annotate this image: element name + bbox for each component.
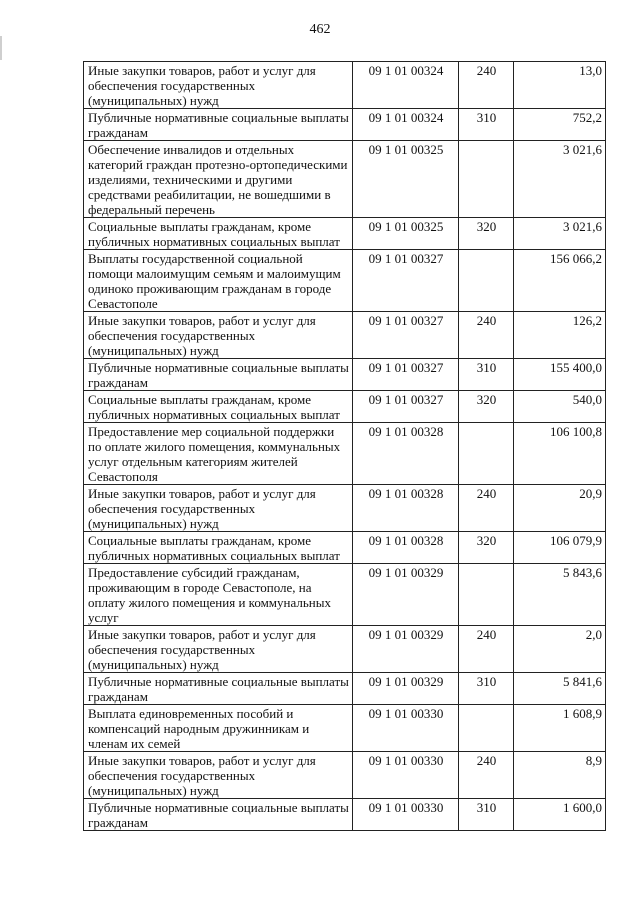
row-expense-type-cell [459,564,514,626]
row-name-cell: Социальные выплаты гражданам, кроме публичных нормативных социальных выплат [84,218,353,250]
row-expense-type-cell: 320 [459,391,514,423]
row-target-article-cell: 09 1 01 00327 [353,312,459,359]
row-target-article-cell: 09 1 01 00325 [353,218,459,250]
row-target-article-cell: 09 1 01 00330 [353,799,459,831]
row-target-article-cell: 09 1 01 00330 [353,752,459,799]
row-name-cell: Иные закупки товаров, работ и услуг для обеспечения государственных (муниципальных) нужд [84,626,353,673]
row-expense-type-cell [459,705,514,752]
row-target-article-cell: 09 1 01 00330 [353,705,459,752]
budget-table [83,61,606,831]
page-number: 462 [309,22,331,37]
row-name-cell: Публичные нормативные социальные выплаты гражданам [84,673,353,705]
row-amount-cell: 1 600,0 [514,799,606,831]
row-expense-type-cell: 310 [459,109,514,141]
row-name-cell: Выплаты государственной социальной помощи малоимущим семьям и малоимущим одиноко проживающим гражданам в городе Севастополе [84,250,353,312]
row-target-article-cell: 09 1 01 00328 [353,532,459,564]
row-amount-cell: 2,0 [514,626,606,673]
row-expense-type-cell: 310 [459,359,514,391]
row-amount-cell: 5 841,6 [514,673,606,705]
row-expense-type-cell: 310 [459,673,514,705]
row-expense-type-cell: 240 [459,626,514,673]
row-name-cell: Социальные выплаты гражданам, кроме публичных нормативных социальных выплат [84,391,353,423]
row-amount-cell: 5 843,6 [514,564,606,626]
table-row [84,391,606,423]
table-row [84,62,606,109]
row-name-cell: Обеспечение инвалидов и отдельных категорий граждан протезно-ортопедическими изделиями, техническими и другими средствами реабилитации, не вошедшими в федеральный перечень [84,141,353,218]
row-expense-type-cell: 240 [459,312,514,359]
table-row [84,250,606,312]
row-name-cell: Иные закупки товаров, работ и услуг для обеспечения государственных (муниципальных) нужд [84,62,353,109]
row-expense-type-cell: 240 [459,485,514,532]
table-row [84,109,606,141]
row-name-cell: Иные закупки товаров, работ и услуг для обеспечения государственных (муниципальных) нужд [84,752,353,799]
row-expense-type-cell: 320 [459,532,514,564]
table-row [84,485,606,532]
table-row [84,141,606,218]
row-target-article-cell: 09 1 01 00328 [353,485,459,532]
row-amount-cell: 3 021,6 [514,218,606,250]
row-target-article-cell: 09 1 01 00324 [353,109,459,141]
row-amount-cell: 126,2 [514,312,606,359]
row-amount-cell: 106 079,9 [514,532,606,564]
table-row [84,423,606,485]
row-name-cell: Предоставление мер социальной поддержки по оплате жилого помещения, коммунальных услуг отдельным категориям жителей Севастополя [84,423,353,485]
row-expense-type-cell: 320 [459,218,514,250]
row-target-article-cell: 09 1 01 00329 [353,626,459,673]
row-amount-cell: 20,9 [514,485,606,532]
row-expense-type-cell: 240 [459,62,514,109]
row-name-cell: Социальные выплаты гражданам, кроме публичных нормативных социальных выплат [84,532,353,564]
row-amount-cell: 3 021,6 [514,141,606,218]
table-row [84,673,606,705]
row-expense-type-cell: 310 [459,799,514,831]
row-target-article-cell: 09 1 01 00329 [353,564,459,626]
row-target-article-cell: 09 1 01 00328 [353,423,459,485]
scan-edge-mark [0,36,2,60]
row-amount-cell: 156 066,2 [514,250,606,312]
row-amount-cell: 752,2 [514,109,606,141]
row-name-cell: Иные закупки товаров, работ и услуг для обеспечения государственных (муниципальных) нужд [84,485,353,532]
table-row [84,799,606,831]
row-expense-type-cell [459,141,514,218]
row-name-cell: Публичные нормативные социальные выплаты гражданам [84,799,353,831]
table-row [84,705,606,752]
row-amount-cell: 540,0 [514,391,606,423]
row-amount-cell: 155 400,0 [514,359,606,391]
table-row [84,312,606,359]
row-name-cell: Иные закупки товаров, работ и услуг для обеспечения государственных (муниципальных) нужд [84,312,353,359]
row-target-article-cell: 09 1 01 00329 [353,673,459,705]
table-row [84,218,606,250]
row-target-article-cell: 09 1 01 00324 [353,62,459,109]
table-row [84,359,606,391]
row-target-article-cell: 09 1 01 00325 [353,141,459,218]
row-expense-type-cell: 240 [459,752,514,799]
row-amount-cell: 1 608,9 [514,705,606,752]
row-amount-cell: 13,0 [514,62,606,109]
row-expense-type-cell [459,250,514,312]
budget-table-body [84,62,606,831]
table-row [84,626,606,673]
row-name-cell: Публичные нормативные социальные выплаты гражданам [84,109,353,141]
table-row [84,752,606,799]
row-expense-type-cell [459,423,514,485]
table-row [84,532,606,564]
row-name-cell: Публичные нормативные социальные выплаты гражданам [84,359,353,391]
row-target-article-cell: 09 1 01 00327 [353,359,459,391]
row-name-cell: Предоставление субсидий гражданам, проживающим в городе Севастополе, на оплату жилого помещения и коммунальных услуг [84,564,353,626]
row-amount-cell: 106 100,8 [514,423,606,485]
row-target-article-cell: 09 1 01 00327 [353,250,459,312]
row-amount-cell: 8,9 [514,752,606,799]
row-target-article-cell: 09 1 01 00327 [353,391,459,423]
row-name-cell: Выплата единовременных пособий и компенсаций народным дружинникам и членам их семей [84,705,353,752]
table-row [84,564,606,626]
